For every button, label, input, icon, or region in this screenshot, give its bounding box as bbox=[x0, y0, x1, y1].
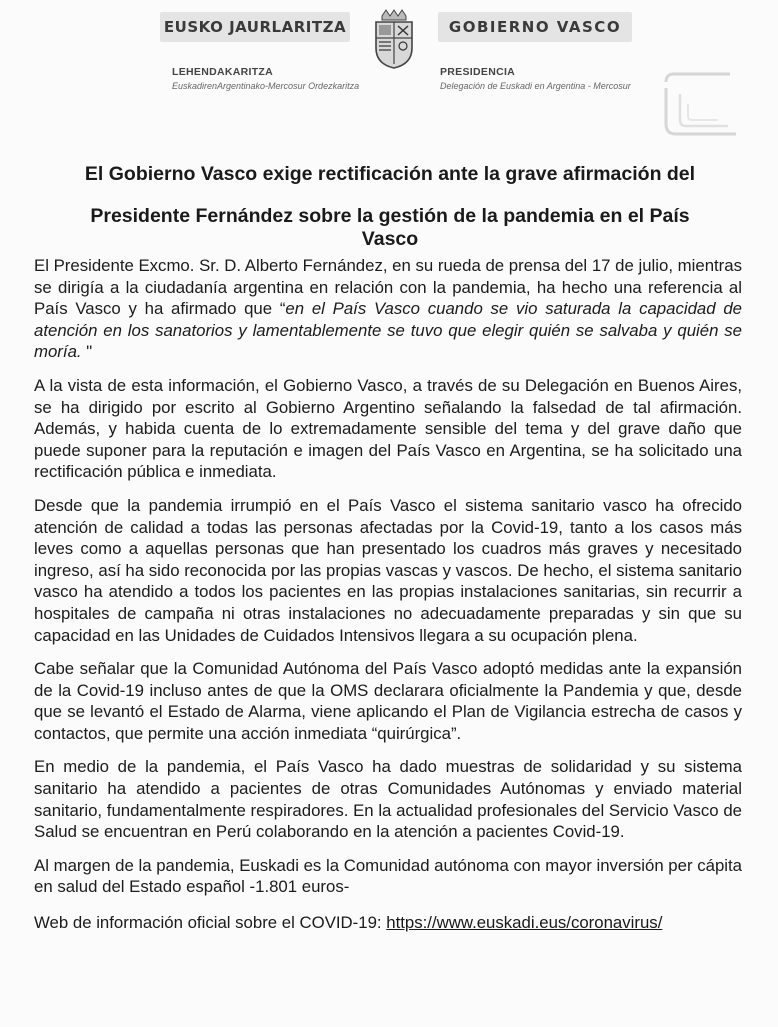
left-department bbox=[172, 66, 422, 92]
paragraph-1-quote: en el País Vasco cuando se vio saturada la capacidad de atención en los sanatorios y lamentablemente se tuvo que elegir quién se salvaba y quién se moría. bbox=[34, 299, 742, 362]
left-office-label: EuskadirenArgentinako-Mercosur Ordezkaritza bbox=[172, 81, 360, 91]
right-department bbox=[440, 66, 640, 92]
paragraph-2: A la vista de esta información, el Gobierno Vasco, a través de su Delegación en Buenos Aires, se ha dirigido por escrito al Gobierno Argentino señalando la falsedad de tal afirmación. Además, y habida cuenta de lo extremadamente sensible del tema y del grave daño que puede suponer para la reputación e imagen del País Vasco en Argentina, se ha solicitado una rectificación pública e inmediata. bbox=[34, 375, 742, 482]
paragraph-1-text: El Presidente Excmo. Sr. D. Alberto Fernández, en su rueda de prensa del 17 de julio, mientras se dirigía a la ciudadanía argentina en relación con la pandemia, ha hecho una referencia al País Vasco y ha afirmado que “ bbox=[34, 256, 742, 319]
paragraph-4: Cabe señalar que la Comunidad Autónoma del País Vasco adoptó medidas ante la expansión de la Covid-19 incluso antes de que la OMS declarara oficialmente la Pandemia y que, desde que se levantó el Estado de Alarma, viene aplicando el Plan de Vigilancia estrecha de casos y contactos, que permite una acción inmediata “quirúrgica”. bbox=[34, 659, 742, 743]
paragraph-7 bbox=[34, 912, 742, 934]
paragraph-1 bbox=[34, 255, 742, 363]
letterhead bbox=[0, 8, 778, 46]
headline-line-2: Presidente Fernández sobre la gestión de la pandemia en el País Vasco bbox=[90, 205, 690, 250]
paragraph-6: Al margen de la pandemia, Euskadi es la Comunidad autónoma con mayor inversión per cápita en salud del Estado español -1.801 euros- bbox=[34, 855, 743, 897]
paragraph-3: Desde que la pandemia irrumpió en el País Vasco el sistema sanitario vasco ha ofrecido atención de calidad a todas las personas afectadas por la Covid-19, tanto a los casos más leves como a aquellas personas que han presentado los cuadros más graves y necesitado ingreso, así ha sido reconocida por las propias vascas y vascos. De hecho, el sistema sanitario vasco ha atendido a todos los pacientes en las propias instalaciones sanitarias, sin recurrir a hospitales de campaña ni otras instalaciones no adecuadamente preparadas y sin que su capacidad en las Unidades de Cuidados Intensivos llegara a su ocupación plena. bbox=[34, 495, 742, 645]
headline-line-1: El Gobierno Vasco exige rectificación ante la grave afirmación del bbox=[84, 163, 696, 185]
coronavirus-link[interactable]: https://www.euskadi.eus/coronavirus/ bbox=[386, 913, 663, 933]
gobierno-vasco-label: GOBIERNO VASCO bbox=[438, 12, 632, 42]
coat-of-arms-icon bbox=[362, 8, 426, 70]
covid-info-label: Web de información oficial sobre el COVID-19: bbox=[34, 913, 387, 933]
right-office-label: Delegación de Euskadi en Argentina - Mercosur bbox=[440, 81, 631, 91]
presidencia-label: PRESIDENCIA bbox=[440, 66, 516, 78]
paragraph-5: En medio de la pandemia, el País Vasco ha dado muestras de solidaridad y su sistema sanitario ha atendido a pacientes de otras Comunidades Autónomas y enviado material sanitario, fundamentalmente respiradores. En la actualidad profesionales del Servicio Vasco de Salud se encuentran en Perú colaborando en la atención a pacientes Covid-19. bbox=[34, 757, 742, 842]
lehendakaritza-label: LEHENDAKARITZA bbox=[172, 66, 274, 78]
paragraph-1-quote-end: " bbox=[81, 342, 93, 362]
delegation-emblem-icon bbox=[652, 64, 744, 144]
eusko-jaurlaritza-label: EUSKO JAURLARITZA bbox=[160, 12, 350, 42]
document-body bbox=[34, 255, 742, 946]
